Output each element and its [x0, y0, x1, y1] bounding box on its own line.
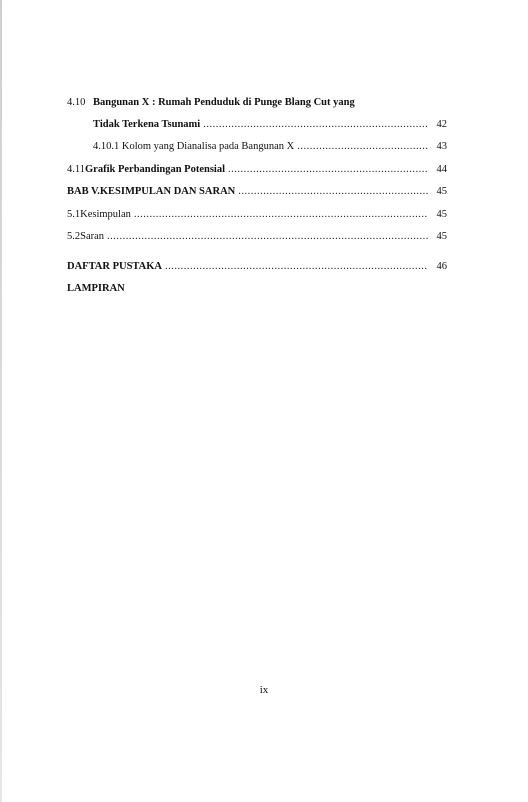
- toc-entry-5-2[interactable]: [67, 230, 447, 244]
- toc-title: KESIMPULAN DAN SARAN: [99, 186, 236, 197]
- toc-leader-dots: [297, 140, 428, 154]
- page-number: ix: [259, 684, 269, 696]
- toc-page-number: 45: [436, 231, 447, 242]
- toc-entry-daftar-pustaka[interactable]: [67, 260, 447, 274]
- toc-page-number: 46: [436, 261, 447, 272]
- toc-page-number: 45: [436, 186, 447, 197]
- toc-title: 4.10.1 Kolom yang Dianalisa pada Bangunan X: [93, 141, 295, 152]
- toc-title: Grafik Perbandingan Potensial: [85, 164, 226, 175]
- toc-entry-4-11[interactable]: [67, 163, 447, 177]
- toc-entry-lampiran[interactable]: [67, 282, 447, 296]
- toc-entry-bab-v[interactable]: [67, 185, 447, 199]
- toc-title: DAFTAR PUSTAKA: [67, 261, 162, 272]
- table-of-contents: [67, 96, 447, 294]
- toc-title: LAMPIRAN: [67, 283, 125, 294]
- toc-title-line2: Tidak Terkena Tsunami: [93, 119, 201, 130]
- toc-leader-dots: [134, 208, 428, 222]
- toc-title: Kesimpulan: [80, 209, 131, 220]
- toc-leader-dots: [107, 230, 428, 244]
- toc-entry-4-10-1[interactable]: [67, 140, 447, 154]
- toc-number: 5.2: [67, 231, 81, 242]
- toc-leader-dots: [203, 118, 428, 132]
- toc-leader-dots: [165, 260, 428, 274]
- page-edge: [0, 0, 2, 802]
- toc-entry-4-10-line2[interactable]: [67, 118, 447, 132]
- toc-number: 4.11: [67, 164, 85, 175]
- toc-leader-dots: [228, 163, 428, 177]
- toc-page-number: 43: [436, 141, 447, 152]
- toc-page-number: 45: [436, 209, 447, 220]
- toc-entry-5-1[interactable]: [67, 208, 447, 222]
- toc-page-number: 42: [436, 119, 447, 130]
- toc-title-line1: Bangunan X : Rumah Penduduk di Punge Blang Cut yang: [93, 97, 355, 108]
- toc-title: Saran: [80, 231, 105, 242]
- toc-entry-4-10[interactable]: [67, 96, 447, 110]
- toc-number: BAB V.: [67, 186, 100, 197]
- toc-leader-dots: [238, 185, 428, 199]
- toc-number: 5.1: [67, 209, 81, 220]
- toc-page-number: 44: [436, 164, 447, 175]
- toc-number: 4.10: [67, 97, 86, 108]
